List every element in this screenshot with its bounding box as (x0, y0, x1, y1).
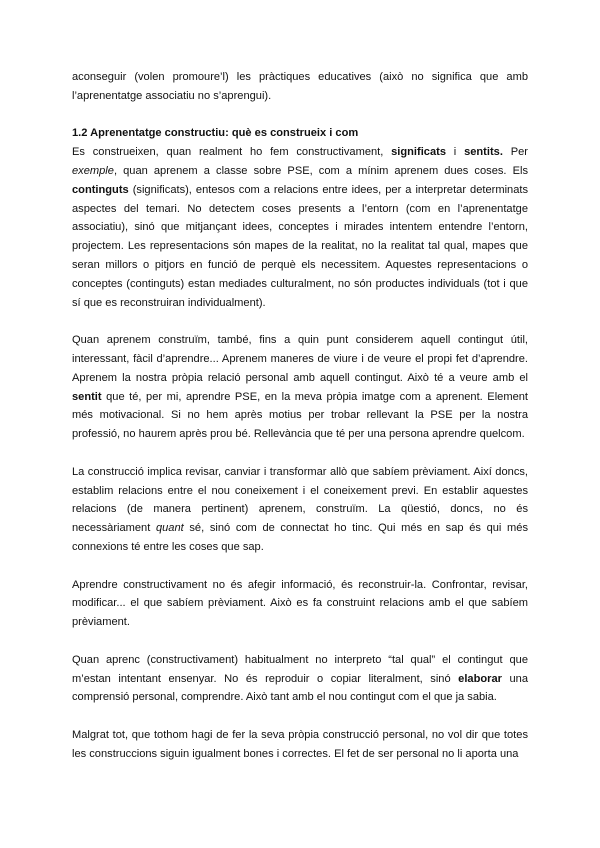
bold-term: elaborar (458, 672, 502, 685)
text-run: que té, per mi, aprendre PSE, en la meva pròpia imatge com a aprenent. Element més motivacional. Si no hem après motius per trobar rellevant la PSE per la nostra professió, no haurem après prou bé. Rellevància que té per una persona aprendre quelcom. (72, 390, 528, 441)
text-run: Es construeixen, quan realment ho fem constructivament, (72, 146, 392, 159)
text-run: i (446, 146, 465, 159)
text-run: (significats), entesos com a relacions entre idees, per a interpretar determinats aspectes del temari. No detectem coses presents a l’entorn (com en l’aprenentatge associatiu), sinó que mitjançant idees, conceptes i mirades intentem entendre l’entorn, projectem. Les representacions són mapes de la realitat, no la realitat tal qual, mapes que seran millors o pitjors en funció de perquè els necessitem. Aquestes representacions o conceptes (continguts) estan mediades culturalment, no són productes individuals (tot i que sí que es reconstruiran individualment). (72, 183, 528, 309)
text-run: Quan aprenc (constructivament) habitualment no interpreto “tal qual” el contingut que m’estan intentant ensenyar. No és reproduir o copiar literalment, sinó (72, 653, 528, 685)
paragraph-4 (72, 576, 528, 632)
paragraph-6 (72, 726, 528, 764)
paragraph-2 (72, 331, 528, 444)
bold-term: continguts (72, 183, 129, 196)
text-run: La construcció implica revisar, canviar i transformar allò que sabíem prèviament. Així doncs, establim relacions entre el nou coneixement i el coneixement previ. En establir aquestes relacions (de manera pertinent) aprenem, construïm. La qüestió, doncs, no és necessàriament (72, 465, 528, 535)
italic-term: exemple (72, 164, 114, 177)
bold-term: sentit (72, 390, 102, 403)
text-run: Per (502, 146, 528, 159)
text-run: sé, sinó com de connectat ho tinc. Qui més en sap és qui més connexions té entre les coses que sap. (72, 522, 528, 553)
paragraph-1 (72, 143, 528, 312)
text-run: , quan aprenem a classe sobre PSE, com a mínim aprenem dues coses. Els (113, 164, 528, 177)
section-heading: 1.2 Aprenentatge constructiu: què es construeix i com (72, 127, 359, 140)
intro-paragraph (72, 68, 528, 106)
bold-term: significats (391, 146, 446, 159)
text-run: Quan aprenem construïm, també, fins a quin punt considerem aquell contingut útil, interessant, fàcil d’aprendre... Aprenem maneres de viure i de veure el propi fet d’aprendre. Aprenem la nostra pròpia relació personal amb aquell contingut. Això té a veure amb el (72, 334, 528, 384)
italic-term: quant (155, 522, 184, 535)
page-body (72, 68, 528, 763)
text-run: Aprendre constructivament no és afegir informació, és reconstruir-la. Confrontar, revisar, modificar... el que sabíem prèviament. Això es fa construint relacions amb el que sabíem prèviament. (72, 578, 528, 629)
bold-term: sentits. (464, 146, 503, 159)
paragraph-5 (72, 651, 528, 707)
text-run: aconseguir (volen promoure’l) les pràctiques educatives (això no significa que amb l’aprenentatge associatiu no s’aprengui). (72, 71, 528, 102)
text-run: una comprensió personal, comprendre. Això tant amb el nou contingut com el que ja sabia. (72, 672, 528, 704)
paragraph-3 (72, 463, 528, 557)
text-run: Malgrat tot, que tothom hagi de fer la seva pròpia construcció personal, no vol dir que totes les construccions siguin igualment bones i correctes. El fet de ser personal no li aporta una (72, 728, 528, 760)
